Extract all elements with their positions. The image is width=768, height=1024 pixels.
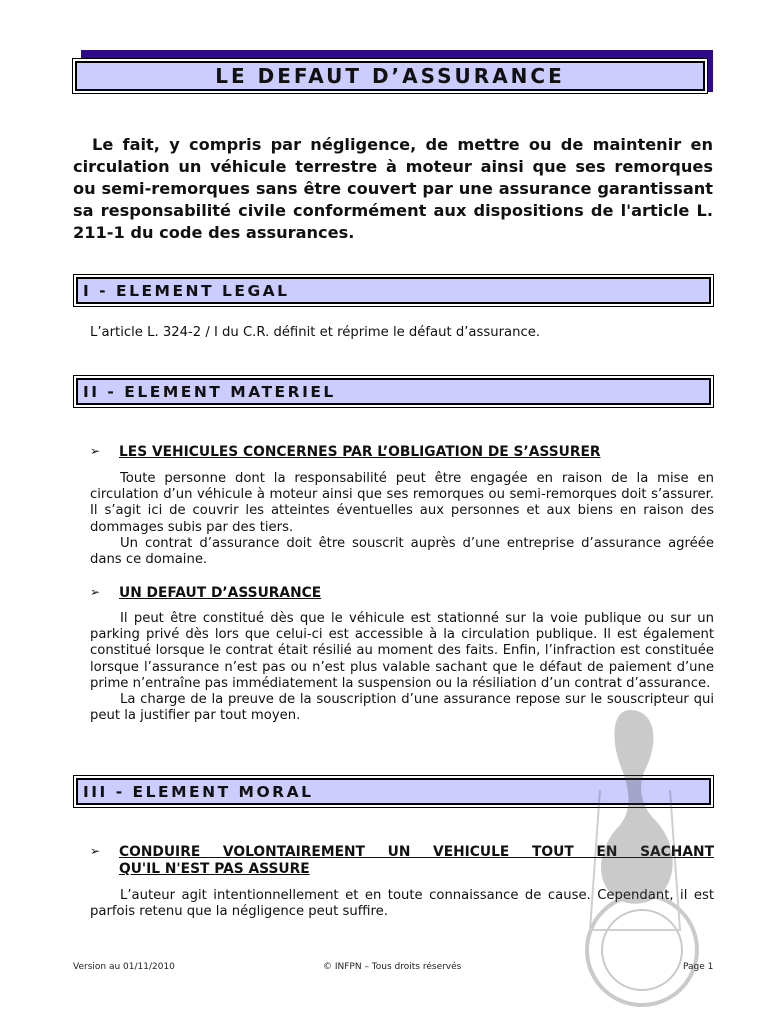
section-legal-text: L’article L. 324-2 / I du C.R. définit et réprime le défaut d’assurance. <box>90 325 541 340</box>
page-title: LE DEFAUT D’ASSURANCE <box>75 61 705 91</box>
section-moral-heading: III - ELEMENT MORAL <box>76 778 711 805</box>
subsection-conduire-title-line2: QU'IL N'EST PAS ASSURE <box>119 861 310 877</box>
subsection-vehicules-title: LES VEHICULES CONCERNES PAR L’OBLIGATION DE S’ASSURER <box>119 444 601 460</box>
footer-page-number: Page 1 <box>683 962 714 972</box>
subsection-vehicules-body <box>90 471 714 568</box>
subsection-defaut-p2: La charge de la preuve de la souscription d’une assurance repose sur le souscripteur qui peut la justifier par tout moyen. <box>90 692 714 724</box>
section-legal-heading: I - ELEMENT LEGAL <box>76 277 711 304</box>
arrow-bullet-icon: ➢ <box>90 585 101 599</box>
section-materiel-heading: II - ELEMENT MATERIEL <box>76 378 711 405</box>
intro-text: Le fait, y compris par négligence, de mettre ou de maintenir en circulation un véhicule terrestre à moteur ainsi que ses remorques ou semi-remorques sans être couvert par une assurance garantissant sa responsabilité civile conformément aux dispositions de l'article L. 211-1 du code des assurances. <box>73 135 713 242</box>
subsection-defaut-title: UN DEFAUT D’ASSURANCE <box>119 585 322 601</box>
footer-version: Version au 01/11/2010 <box>73 962 175 972</box>
arrow-bullet-icon: ➢ <box>90 844 101 858</box>
subsection-conduire-p1: L’auteur agit intentionnellement et en toute connaissance de cause. Cependant, il est parfois retenu que la négligence peut suffire. <box>90 888 714 920</box>
title-box <box>72 58 708 94</box>
section-materiel-header <box>73 375 714 408</box>
footer-copyright: © INFPN – Tous droits réservés <box>323 962 462 972</box>
subsection-vehicules-p2: Un contrat d’assurance doit être souscrit auprès d’une entreprise d’assurance agréée dans ce domaine. <box>90 535 714 568</box>
subsection-vehicules <box>90 444 714 461</box>
subsection-defaut-p1: Il peut être constitué dès que le véhicule est stationné sur la voie publique ou sur un parking privé dès lors que celui-ci est accessible à la circulation publique. Il est également constitué lorsque le contrat était résilié au moment des faits. Enfin, l’infraction est constituée lorsque l’assurance n’est pas ou n’est plus valable sachant que le défaut de paiement d’une prime n’entraîne pas immédiatement la suspension ou la résiliation d’un contrat d’assurance. <box>90 611 714 691</box>
intro-paragraph <box>73 134 713 244</box>
arrow-bullet-icon: ➢ <box>90 444 101 458</box>
subsection-vehicules-p1: Toute personne dont la responsabilité peut être engagée en raison de la mise en circulation d’un véhicule à moteur ainsi que ses remorques ou semi-remorques doit s’assurer. Il s’agit ici de couvrir les atteintes éventuelles aux personnes et aux biens en raison des dommages subis par des tiers. <box>90 471 714 535</box>
subsection-defaut <box>90 585 714 602</box>
section-legal-header <box>73 274 714 307</box>
subsection-conduire-title-line1: CONDUIRE VOLONTAIREMENT UN VEHICULE TOUT EN SACHANT <box>119 844 714 860</box>
